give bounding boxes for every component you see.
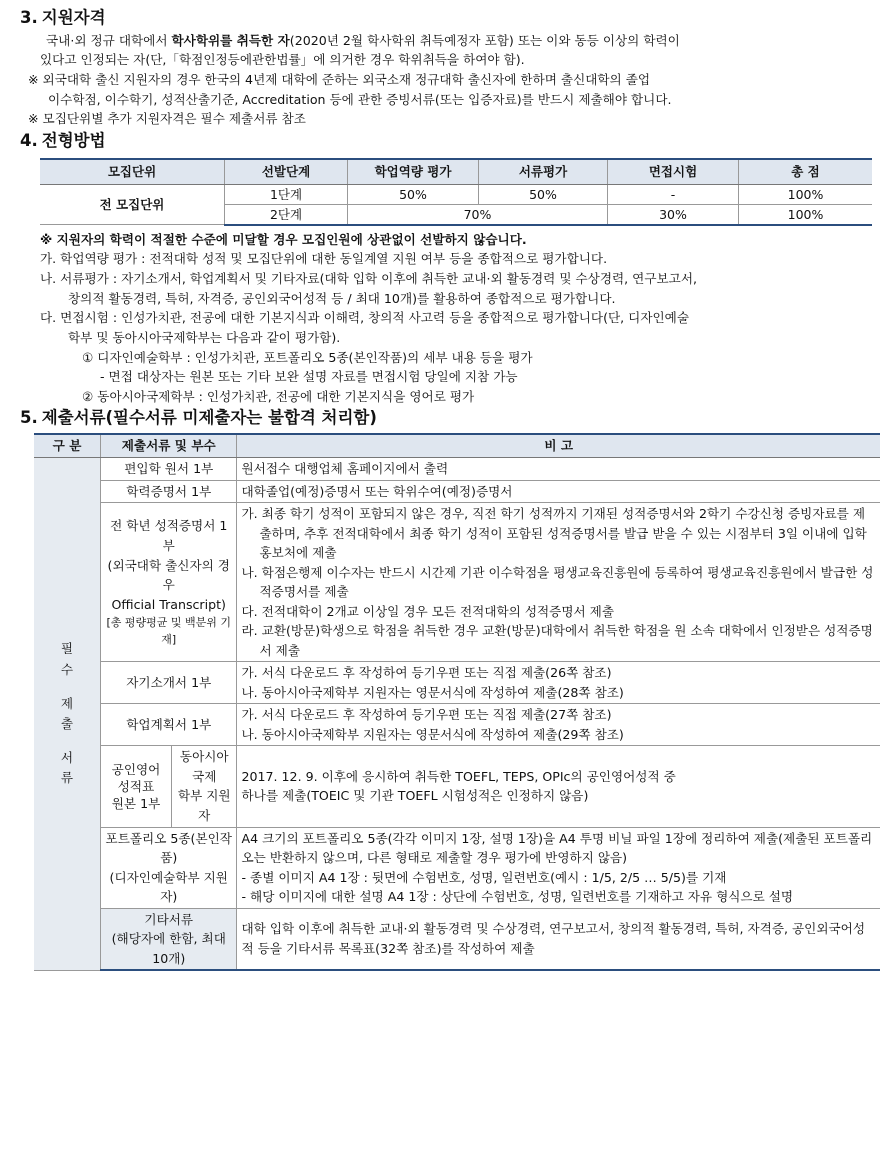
- note-line: - 해당 이미지에 대한 설명 A4 1장 : 상단에 수험번호, 성명, 일련번호를 기재하고 자유 형식으로 설명: [241, 889, 794, 905]
- doc-line: 공인영어: [111, 761, 161, 777]
- note-additional: ※ 모집단위별 추가 지원자격은 필수 제출서류 참조: [28, 111, 306, 127]
- doc-line: 동아시아국제: [179, 749, 229, 784]
- selection-method-table: [40, 158, 872, 226]
- note-line: - 종별 이미지 A4 1장 : 뒷면에 수험번호, 성명, 일련번호(예시 : 1/5, 2/5 … 5/5)를 기재: [241, 869, 727, 885]
- table-cell: 1단계: [225, 184, 348, 204]
- table-cell: 2단계: [225, 204, 348, 225]
- required-documents-table: [34, 433, 880, 971]
- note-line: 나. 동아시아국제학부 지원자는 영문서식에 작성하여 제출(29쪽 참조): [241, 726, 624, 742]
- table-cell: -: [608, 184, 739, 204]
- bold-text: 학사학위를 취득한 자: [171, 32, 290, 48]
- header-cell: 면접시험: [608, 159, 739, 185]
- doc-note-cell: [237, 662, 880, 704]
- doc-name-cell: [101, 746, 172, 827]
- header-cell: 선발단계: [225, 159, 348, 185]
- section-5-heading: [20, 406, 872, 431]
- doc-line: (해당자에 한함, 최대 10개): [111, 931, 226, 966]
- section-number: 4.: [20, 130, 38, 150]
- note-line: A4 크기의 포트폴리오 5종(각각 이미지 1장, 설명 1장)을 A4 투명 비닐 파일 1장에 정리하여 제출(제출된 포트폴리오는 반환하지 않으며, 다른 형태로 제출할 경우 평가에 반영하지 않음): [241, 830, 873, 866]
- table-row: [34, 480, 880, 503]
- note-line: 나. 동아시아국제학부 지원자는 영문서식에 작성하여 제출(28쪽 참조): [241, 684, 624, 700]
- doc-name-cell: 학력증명서 1부: [101, 480, 237, 503]
- doc-line: 학부 지원자: [177, 788, 231, 823]
- note-line: 라. 교환(방문)학생으로 학점을 취득한 경우 교환(방문)대학에서 취득한 학점을 원 소속 대학에서 인정받은 성적증명서 제출: [241, 623, 873, 658]
- category-char: 류: [60, 770, 74, 786]
- note-line: 나. 학점은행제 이수자는 반드시 시간제 기관 이수학점을 평생교육진흥원에 등록하여 평생교육진흥원에서 발급한 성적증명서를 제출: [241, 564, 874, 600]
- note-line: 다. 전적대학이 2개교 이상일 경우 모든 전적대학의 성적증명서 제출: [241, 603, 614, 619]
- header-cell: 학업역량 평가: [348, 159, 479, 185]
- method-item-na: 나. 서류평가 : 자기소개서, 학업계획서 및 기타자료(대학 입학 이후에 취득한 교내·외 활동경력 및 수상경력, 연구보고서,: [40, 270, 697, 286]
- note-line: 2017. 12. 9. 이후에 응시하여 취득한 TOEFL, TEPS, OPIc의 공인영어성적 중: [241, 768, 676, 784]
- table-row: [34, 662, 880, 704]
- table-cell: 100%: [739, 184, 873, 204]
- doc-name-cell: 편입학 원서 1부: [101, 458, 237, 481]
- note-line: 가. 서식 다운로드 후 작성하여 등기우편 또는 직접 제출(27쪽 참조): [241, 707, 612, 723]
- table-row: [34, 503, 880, 662]
- method-item-na-cont: 창의적 활동경력, 특허, 자격증, 공인외국어성적 등 / 최대 10개)를 활용하여 종합적으로 평가합니다.: [68, 290, 616, 306]
- table-cell: 100%: [739, 204, 873, 225]
- doc-note-cell: [237, 704, 880, 746]
- eligibility-paragraph-cont: 있다고 인정되는 자(단,「학점인정등에관한법률」에 의거한 경우 학위취득을 하여야 함).: [40, 52, 525, 68]
- doc-note-cell: 원서접수 대행업체 홈페이지에서 출력: [237, 458, 880, 481]
- header-cell: 모집단위: [40, 159, 225, 185]
- section-3-heading: [20, 6, 872, 31]
- section-4-heading: [20, 129, 872, 154]
- doc-name-cell: 자기소개서 1부: [101, 662, 237, 704]
- section-title: 제출서류(필수서류 미제출자는 불합격 처리함): [41, 408, 377, 428]
- header-cell: 서류평가: [479, 159, 608, 185]
- table-cell: 50%: [348, 184, 479, 204]
- doc-note-cell: [237, 503, 880, 662]
- section-title: 지원자격: [41, 8, 106, 27]
- unit-cell: 전 모집단위: [40, 184, 225, 225]
- section-title: 전형방법: [41, 130, 106, 150]
- method-subitem-1-dash: - 면접 대상자는 원본 또는 기타 보완 설명 자료를 면접시험 당일에 지참 가능: [100, 369, 518, 385]
- doc-note-cell: [237, 746, 880, 827]
- note-line: 하나를 제출(TOEIC 및 기관 TOEFL 시험성적은 인정하지 않음): [241, 788, 589, 804]
- text: 국내·외 정규 대학에서: [46, 32, 172, 48]
- doc-target-cell: [172, 746, 237, 827]
- table-row: [34, 908, 880, 970]
- eligibility-paragraph: [20, 31, 872, 51]
- note-foreign: ※ 외국대학 출신 지원자의 경우 한국의 4년제 대학에 준하는 외국소재 정규대학 출신자에 한하며 출신대학의 졸업: [28, 72, 651, 88]
- table-cell: 50%: [479, 184, 608, 204]
- table-header-row: [40, 159, 872, 185]
- doc-line: (디자인예술학부 지원자): [109, 869, 228, 905]
- method-item-da-cont: 학부 및 동아시아국제학부는 다음과 같이 평가함).: [68, 329, 341, 345]
- doc-name-cell: [101, 908, 237, 970]
- header-cell: 총 점: [739, 159, 873, 185]
- table-row: [34, 827, 880, 908]
- doc-name-cell: 학업계획서 1부: [101, 704, 237, 746]
- category-char: 서: [60, 750, 74, 766]
- doc-note-cell: 대학졸업(예정)증명서 또는 학위수여(예정)증명서: [237, 480, 880, 503]
- method-item-ga: 가. 학업역량 평가 : 전적대학 성적 및 모집단위에 대한 동일계열 지원 여부 등을 종합적으로 평가합니다.: [40, 251, 608, 267]
- category-char: 수: [60, 661, 74, 677]
- method-subitem-1: ① 디자인예술학부 : 인성가치관, 포트폴리오 5종(본인작품)의 세부 내용 등을 평가: [82, 349, 533, 365]
- table-row: [34, 458, 880, 481]
- doc-name-cell: [101, 827, 237, 908]
- doc-line: 기타서류: [144, 911, 194, 927]
- header-cell: 제출서류 및 부수: [101, 434, 237, 458]
- text: (2020년 2월 학사학위 취득예정자 포함) 또는 이와 동등 이상의 학력이: [289, 32, 680, 48]
- doc-line: 성적표: [117, 778, 155, 794]
- method-item-da: 다. 면접시험 : 인성가치관, 전공에 대한 기본지식과 이해력, 창의적 사고력 등을 종합적으로 평가합니다(단, 디자인예술: [40, 310, 689, 326]
- table-cell: 70%: [348, 204, 608, 225]
- header-cell: 비 고: [237, 434, 880, 458]
- method-subitem-2: ② 동아시아국제학부 : 인성가치관, 전공에 대한 기본지식을 영어로 평가: [82, 388, 475, 404]
- section-number: 3.: [20, 8, 38, 27]
- doc-note-cell: 대학 입학 이후에 취득한 교내·외 활동경력 및 수상경력, 연구보고서, 창의적 활동경력, 특허, 자격증, 공인외국어성적 등을 기타서류 목록표(32쪽 참조)를 작성하여 제출: [237, 908, 880, 970]
- warning-note: ※ 지원자의 학력이 적절한 수준에 미달할 경우 모집인원에 상관없이 선발하지 않습니다.: [40, 231, 527, 247]
- note-foreign-cont: 이수학점, 이수학기, 성적산출기준, Accreditation 등에 관한 증빙서류(또는 입증자료)를 반드시 제출해야 합니다.: [48, 91, 672, 107]
- table-row: [34, 704, 880, 746]
- note-line: 가. 서식 다운로드 후 작성하여 등기우편 또는 직접 제출(26쪽 참조): [241, 665, 612, 681]
- category-cell: [34, 458, 101, 970]
- header-cell: 구 분: [34, 434, 101, 458]
- table-row: [34, 746, 880, 827]
- doc-line: 원본 1부: [111, 795, 161, 811]
- doc-note-cell: [237, 827, 880, 908]
- doc-line: Official Transcript): [111, 596, 226, 612]
- category-char: 제: [60, 695, 74, 711]
- doc-line: 포트폴리오 5종(본인작품): [105, 830, 232, 866]
- doc-line: 전 학년 성적증명서 1부: [110, 518, 228, 553]
- category-char: 출: [60, 715, 74, 731]
- table-row: [40, 184, 872, 204]
- category-char: 필: [60, 641, 74, 657]
- table-header-row: [34, 434, 880, 458]
- doc-line: [총 평량평균 및 백분위 기재]: [106, 616, 232, 647]
- doc-line: (외국대학 출신자의 경우: [107, 557, 230, 593]
- table-cell: 30%: [608, 204, 739, 225]
- section-number: 5.: [20, 408, 38, 428]
- note-line: 가. 최종 학기 성적이 포함되지 않은 경우, 직전 학기 성적까지 기재된 성적증명서와 2학기 수강신청 증빙자료를 제출하며, 추후 전적대학에서 최종 학기 성적이 포함된 성적증명서를 발급 받을 수 있는 시점부터 3일 이내에 입학홍보처에 제출: [241, 506, 867, 561]
- doc-name-cell: [101, 503, 237, 662]
